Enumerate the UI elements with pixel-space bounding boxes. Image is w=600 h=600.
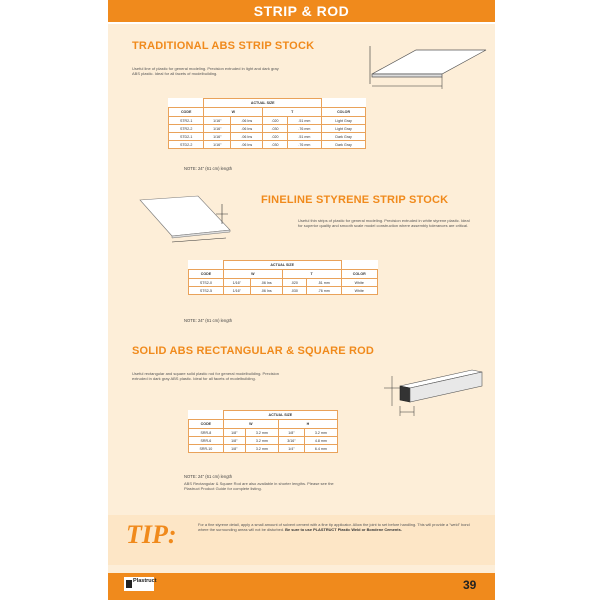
cell: .76 mm xyxy=(307,287,341,295)
col-code: CODE xyxy=(189,420,224,429)
tip-bold: Be sure to use PLASTRUCT Plastic Weld or Bondene Cements. xyxy=(285,527,402,532)
cell: SRR-10 xyxy=(189,445,224,453)
cell: .06 Ins xyxy=(250,279,282,287)
rod-description: Useful rectangular and square solid plastic rod for general modelbuilding. Precision extruded in dark gray ABS plastic. Ideal for all facets of modelbuilding. xyxy=(132,371,279,381)
rod-note: NOTE: 24" (61 cm) length xyxy=(184,474,233,479)
cell: 1/8" xyxy=(223,429,245,437)
cell: .020 xyxy=(282,279,306,287)
cell: .06 Ins xyxy=(231,141,263,149)
table-row xyxy=(169,133,366,141)
cell: 1/4" xyxy=(278,445,304,453)
fineline-description: Useful thin strips of plastic for general modeling. Precision extruded in white styrene plastic. Ideal for superior quality and smooth scale model construction where assembly tolerances are critical. xyxy=(298,218,470,228)
table-row xyxy=(189,429,338,437)
cell: 1/16" xyxy=(204,133,231,141)
table-row xyxy=(169,125,366,133)
cell: SRR-6 xyxy=(189,437,224,445)
table-header-row xyxy=(189,261,378,270)
rod-title: SOLID ABS RECTANGULAR & SQUARE ROD xyxy=(132,345,375,357)
cell: .51 mm xyxy=(287,133,321,141)
col-w: W xyxy=(204,108,263,117)
table-header-row xyxy=(189,411,338,420)
group-header: ACTUAL SIZE xyxy=(223,411,337,420)
col-code: CODE xyxy=(189,270,224,279)
cell: 1/16" xyxy=(204,125,231,133)
page-number: 39 xyxy=(463,578,477,592)
table-header-row xyxy=(189,420,338,429)
table-row xyxy=(189,445,338,453)
table-header-row xyxy=(169,99,366,108)
cell: STR2-1 xyxy=(169,117,204,125)
catalog-page xyxy=(108,0,495,600)
header-rule xyxy=(108,22,495,24)
rod-note-extra: ABS Rectangular & Square Rod are also available in shorter lengths. Please see the Plastruct Product Guide for complete listing. xyxy=(184,481,334,491)
group-header: ACTUAL SIZE xyxy=(223,261,341,270)
cell: 6.4 mm xyxy=(304,445,337,453)
cell: 3.2 mm xyxy=(245,437,278,445)
cell: .030 xyxy=(282,287,306,295)
col-w: W xyxy=(223,420,278,429)
fineline-title: FINELINE STYRENE STRIP STOCK xyxy=(261,194,449,206)
abs-strip-note: NOTE: 24" (61 cm) length xyxy=(184,166,233,171)
cell: Dark Gray xyxy=(322,141,366,149)
cell: 1/8" xyxy=(223,437,245,445)
cell: 1/8" xyxy=(278,429,304,437)
col-w: W xyxy=(223,270,282,279)
group-header: ACTUAL SIZE xyxy=(204,99,322,108)
cell: 3.2 mm xyxy=(245,445,278,453)
table-row xyxy=(189,287,378,295)
cell: Light Gray xyxy=(322,125,366,133)
cell: .030 xyxy=(263,125,287,133)
cell: Light Gray xyxy=(322,117,366,125)
col-color: COLOR xyxy=(322,108,366,117)
cell: White xyxy=(341,287,378,295)
strip-illustration xyxy=(358,44,488,94)
cell: Dark Gray xyxy=(322,133,366,141)
logo-text: Plastruct xyxy=(133,578,157,584)
cell: .76 mm xyxy=(287,141,321,149)
sheet-illustration xyxy=(136,190,236,246)
cell: STD2-2 xyxy=(169,141,204,149)
fineline-note: NOTE: 24" (61 cm) length xyxy=(184,318,233,323)
page-header: STRIP & ROD xyxy=(108,0,495,22)
col-h: H xyxy=(278,420,337,429)
cell: .06 Ins xyxy=(231,117,263,125)
col-t: T xyxy=(282,270,341,279)
abs-strip-title: TRADITIONAL ABS STRIP STOCK xyxy=(132,40,315,52)
cell: .06 Ins xyxy=(231,133,263,141)
cell: STS2-0 xyxy=(189,279,224,287)
cell: .76 mm xyxy=(287,125,321,133)
fineline-table xyxy=(188,260,378,295)
cell: .020 xyxy=(263,117,287,125)
table-row xyxy=(189,437,338,445)
cell: 1/16" xyxy=(204,141,231,149)
cell: .51 mm xyxy=(287,117,321,125)
table-row xyxy=(169,117,366,125)
table-row xyxy=(189,279,378,287)
tip-label: TIP: xyxy=(126,520,177,549)
logo-mark-icon xyxy=(126,580,132,588)
cell: 1/8" xyxy=(223,445,245,453)
cell: 1/16" xyxy=(204,117,231,125)
abs-strip-description: Useful line of plastic for general modeling. Precision extruded in light and dark gray ABS plastic. Ideal for all facets of modelbuilding. xyxy=(132,66,279,76)
abs-strip-table xyxy=(168,98,366,149)
cell: 3.2 mm xyxy=(304,429,337,437)
cell: SRR-8 xyxy=(189,429,224,437)
rod-table xyxy=(188,410,338,453)
footer-bar xyxy=(108,573,495,600)
cell: STS2-5 xyxy=(189,287,224,295)
tip-text xyxy=(198,522,480,532)
cell: .020 xyxy=(263,133,287,141)
table-row xyxy=(169,141,366,149)
cell: 1/16" xyxy=(223,287,250,295)
cell: .06 Ins xyxy=(250,287,282,295)
cell: 3/16" xyxy=(278,437,304,445)
table-header-row xyxy=(169,108,366,117)
cell: White xyxy=(341,279,378,287)
table-header-row xyxy=(189,270,378,279)
col-code: CODE xyxy=(169,108,204,117)
cell: 3.2 mm xyxy=(245,429,278,437)
col-t: T xyxy=(263,108,322,117)
tip-body: For a fine styrene detail, apply a small amount of solvent cement with a fine tip applicator. Allow the joint to set before handling. This will provide a "weld" bond where the surrounding areas will not be disturbed. xyxy=(198,522,470,532)
cell: .030 xyxy=(263,141,287,149)
cell: 1/16" xyxy=(223,279,250,287)
cell: STR2-2 xyxy=(169,125,204,133)
rod-illustration xyxy=(370,366,485,428)
cell: .06 Ins xyxy=(231,125,263,133)
cell: 4.8 mm xyxy=(304,437,337,445)
cell: .51 mm xyxy=(307,279,341,287)
col-color: COLOR xyxy=(341,270,378,279)
cell: STD2-1 xyxy=(169,133,204,141)
